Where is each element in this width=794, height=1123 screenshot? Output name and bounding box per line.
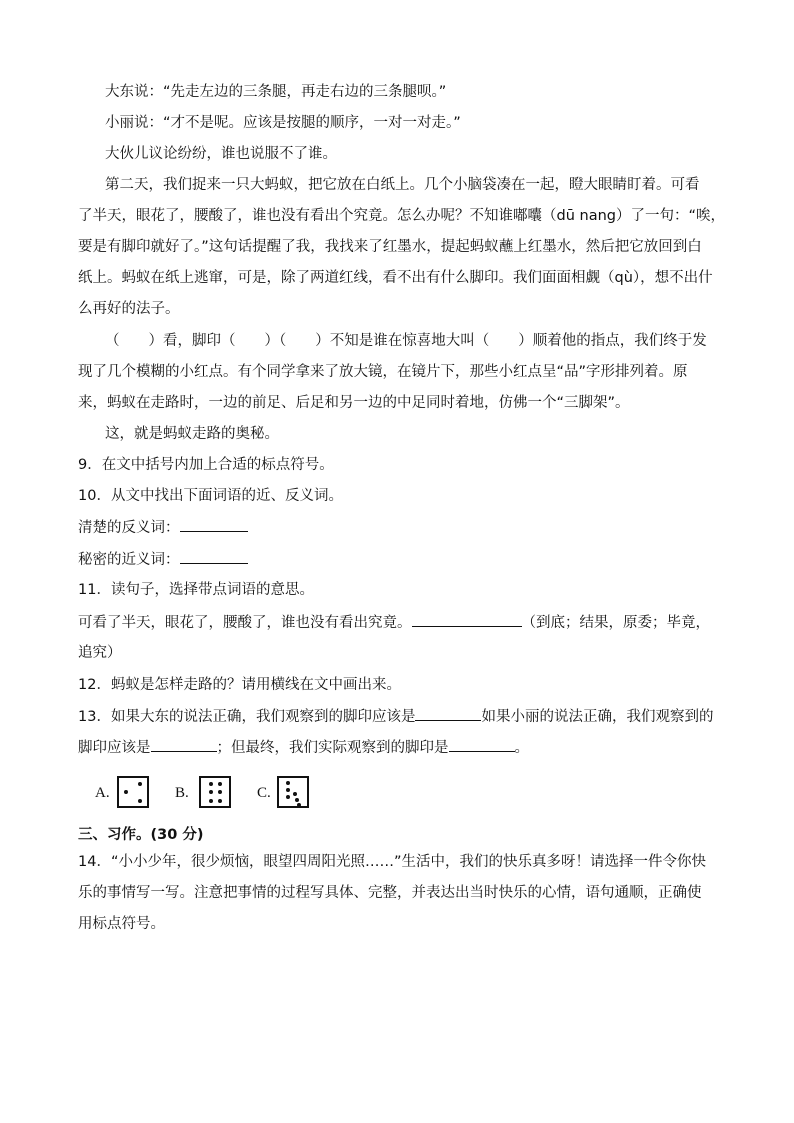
dot	[209, 782, 213, 786]
answer-blank[interactable]	[151, 737, 217, 752]
answer-blank[interactable]	[449, 737, 515, 752]
q11-sentence: 可看了半天，眼花了，腰酸了，谁也没有看出究竟。	[78, 615, 412, 631]
question-11-sentence-line	[78, 612, 718, 633]
section-3-heading: 三、习作。(30 分)	[78, 827, 204, 843]
passage-paragraph-xiaoli: 小丽说：“才不是呢。应该是按腿的顺序，一对一对走。”	[105, 115, 461, 131]
passage-line: 了半天，眼花了，腰酸了，谁也没有看出个究竟。怎么办呢？不知谁嘟囔（dū nang）了一句：“唉，	[78, 208, 725, 224]
question-13-line1	[78, 706, 718, 727]
dot	[138, 799, 142, 803]
dot	[138, 782, 142, 786]
question-10: 10．从文中找出下面词语的近、反义词。	[78, 488, 343, 504]
option-b-label: B.	[175, 785, 189, 801]
dot	[218, 799, 222, 803]
antonym-label: 清楚的反义词：	[78, 520, 180, 536]
option-c-label: C.	[257, 785, 271, 801]
synonym-label: 秘密的近义词：	[78, 552, 180, 568]
q11-choices: （到底；结果，原委；毕竟，	[521, 615, 710, 631]
question-14-line3: 用标点符号。	[78, 916, 165, 932]
answer-blank[interactable]	[180, 517, 248, 532]
passage-line: 第二天，我们捉来一只大蚂蚁，把它放在白纸上。几个小脑袋凑在一起，瞪大眼睛盯着。可看	[105, 177, 700, 193]
question-11-continuation: 追究）	[78, 645, 122, 661]
question-11: 11．读句子，选择带点词语的意思。	[78, 582, 314, 598]
question-10b	[78, 549, 718, 570]
question-14-line1: 14．“小小少年，很少烦恼，眼望四周阳光照……”生活中，我们的快乐真多呀！请选择一件令你快	[78, 854, 706, 870]
dot	[286, 795, 290, 799]
passage-paragraph-discussion: 大伙儿议论纷纷，谁也说服不了谁。	[105, 146, 337, 162]
question-12: 12．蚂蚁是怎样走路的？请用横线在文中画出来。	[78, 677, 401, 693]
dot	[218, 790, 222, 794]
passage-line: 来，蚂蚁在走路时，一边的前足、后足和另一边的中足同时着地，仿佛一个“三脚架”。	[78, 395, 630, 411]
passage-line: 么再好的法子。	[78, 301, 180, 317]
answer-blank[interactable]	[180, 549, 248, 564]
q13-part-d: ；但最终，我们实际观察到的脚印是	[216, 740, 449, 756]
q13-part-a: 13．如果大东的说法正确，我们观察到的脚印应该是	[78, 709, 416, 725]
answer-blank[interactable]	[412, 612, 522, 627]
dot	[218, 782, 222, 786]
passage-paragraph-conclusion: 这，就是蚂蚁走路的奥秘。	[105, 426, 279, 442]
passage-line: 纸上。蚂蚁在纸上逃窜，可是，除了两道红线，看不出有什么脚印。我们面面相觑（qù），想不出什	[78, 270, 713, 286]
q13-part-b: 如果小丽的说法正确，我们观察到的	[481, 709, 714, 725]
dot	[209, 799, 213, 803]
dot	[297, 803, 301, 807]
staggered-footprint-icon	[277, 776, 309, 808]
question-14-line2: 乐的事情写一写。注意把事情的过程写具体、完整，并表达出当时快乐的心情，语句通顺，正确使	[78, 885, 702, 901]
option-a-label: A.	[95, 785, 110, 801]
question-13-line2	[78, 737, 718, 758]
dot	[209, 790, 213, 794]
answer-blank[interactable]	[415, 706, 481, 721]
dot	[124, 790, 128, 794]
dot	[286, 788, 290, 792]
q13-part-e: 。	[514, 740, 529, 756]
six-dot-footprint-icon	[199, 776, 231, 808]
passage-line-punctuation-blanks: （ ）看，脚印（ ）（ ）不知是谁在惊喜地大叫（ ）顺着他的指点，我们终于发	[105, 333, 707, 349]
question-10a	[78, 517, 718, 538]
question-9: 9．在文中括号内加上合适的标点符号。	[78, 457, 334, 473]
dot	[295, 798, 299, 802]
q13-part-c: 脚印应该是	[78, 740, 151, 756]
passage-line: 要是有脚印就好了。”这句话提醒了我，我找来了红墨水，提起蚂蚁蘸上红墨水，然后把它放回到白	[78, 239, 702, 255]
dot	[286, 781, 290, 785]
passage-line: 现了几个模糊的小红点。有个同学拿来了放大镜，在镜片下，那些小红点呈“品”字形排列着。原	[78, 364, 688, 380]
three-dot-footprint-icon	[117, 776, 149, 808]
passage-paragraph-dadong: 大东说：“先走左边的三条腿，再走右边的三条腿呗。”	[105, 84, 447, 100]
dot	[293, 792, 297, 796]
